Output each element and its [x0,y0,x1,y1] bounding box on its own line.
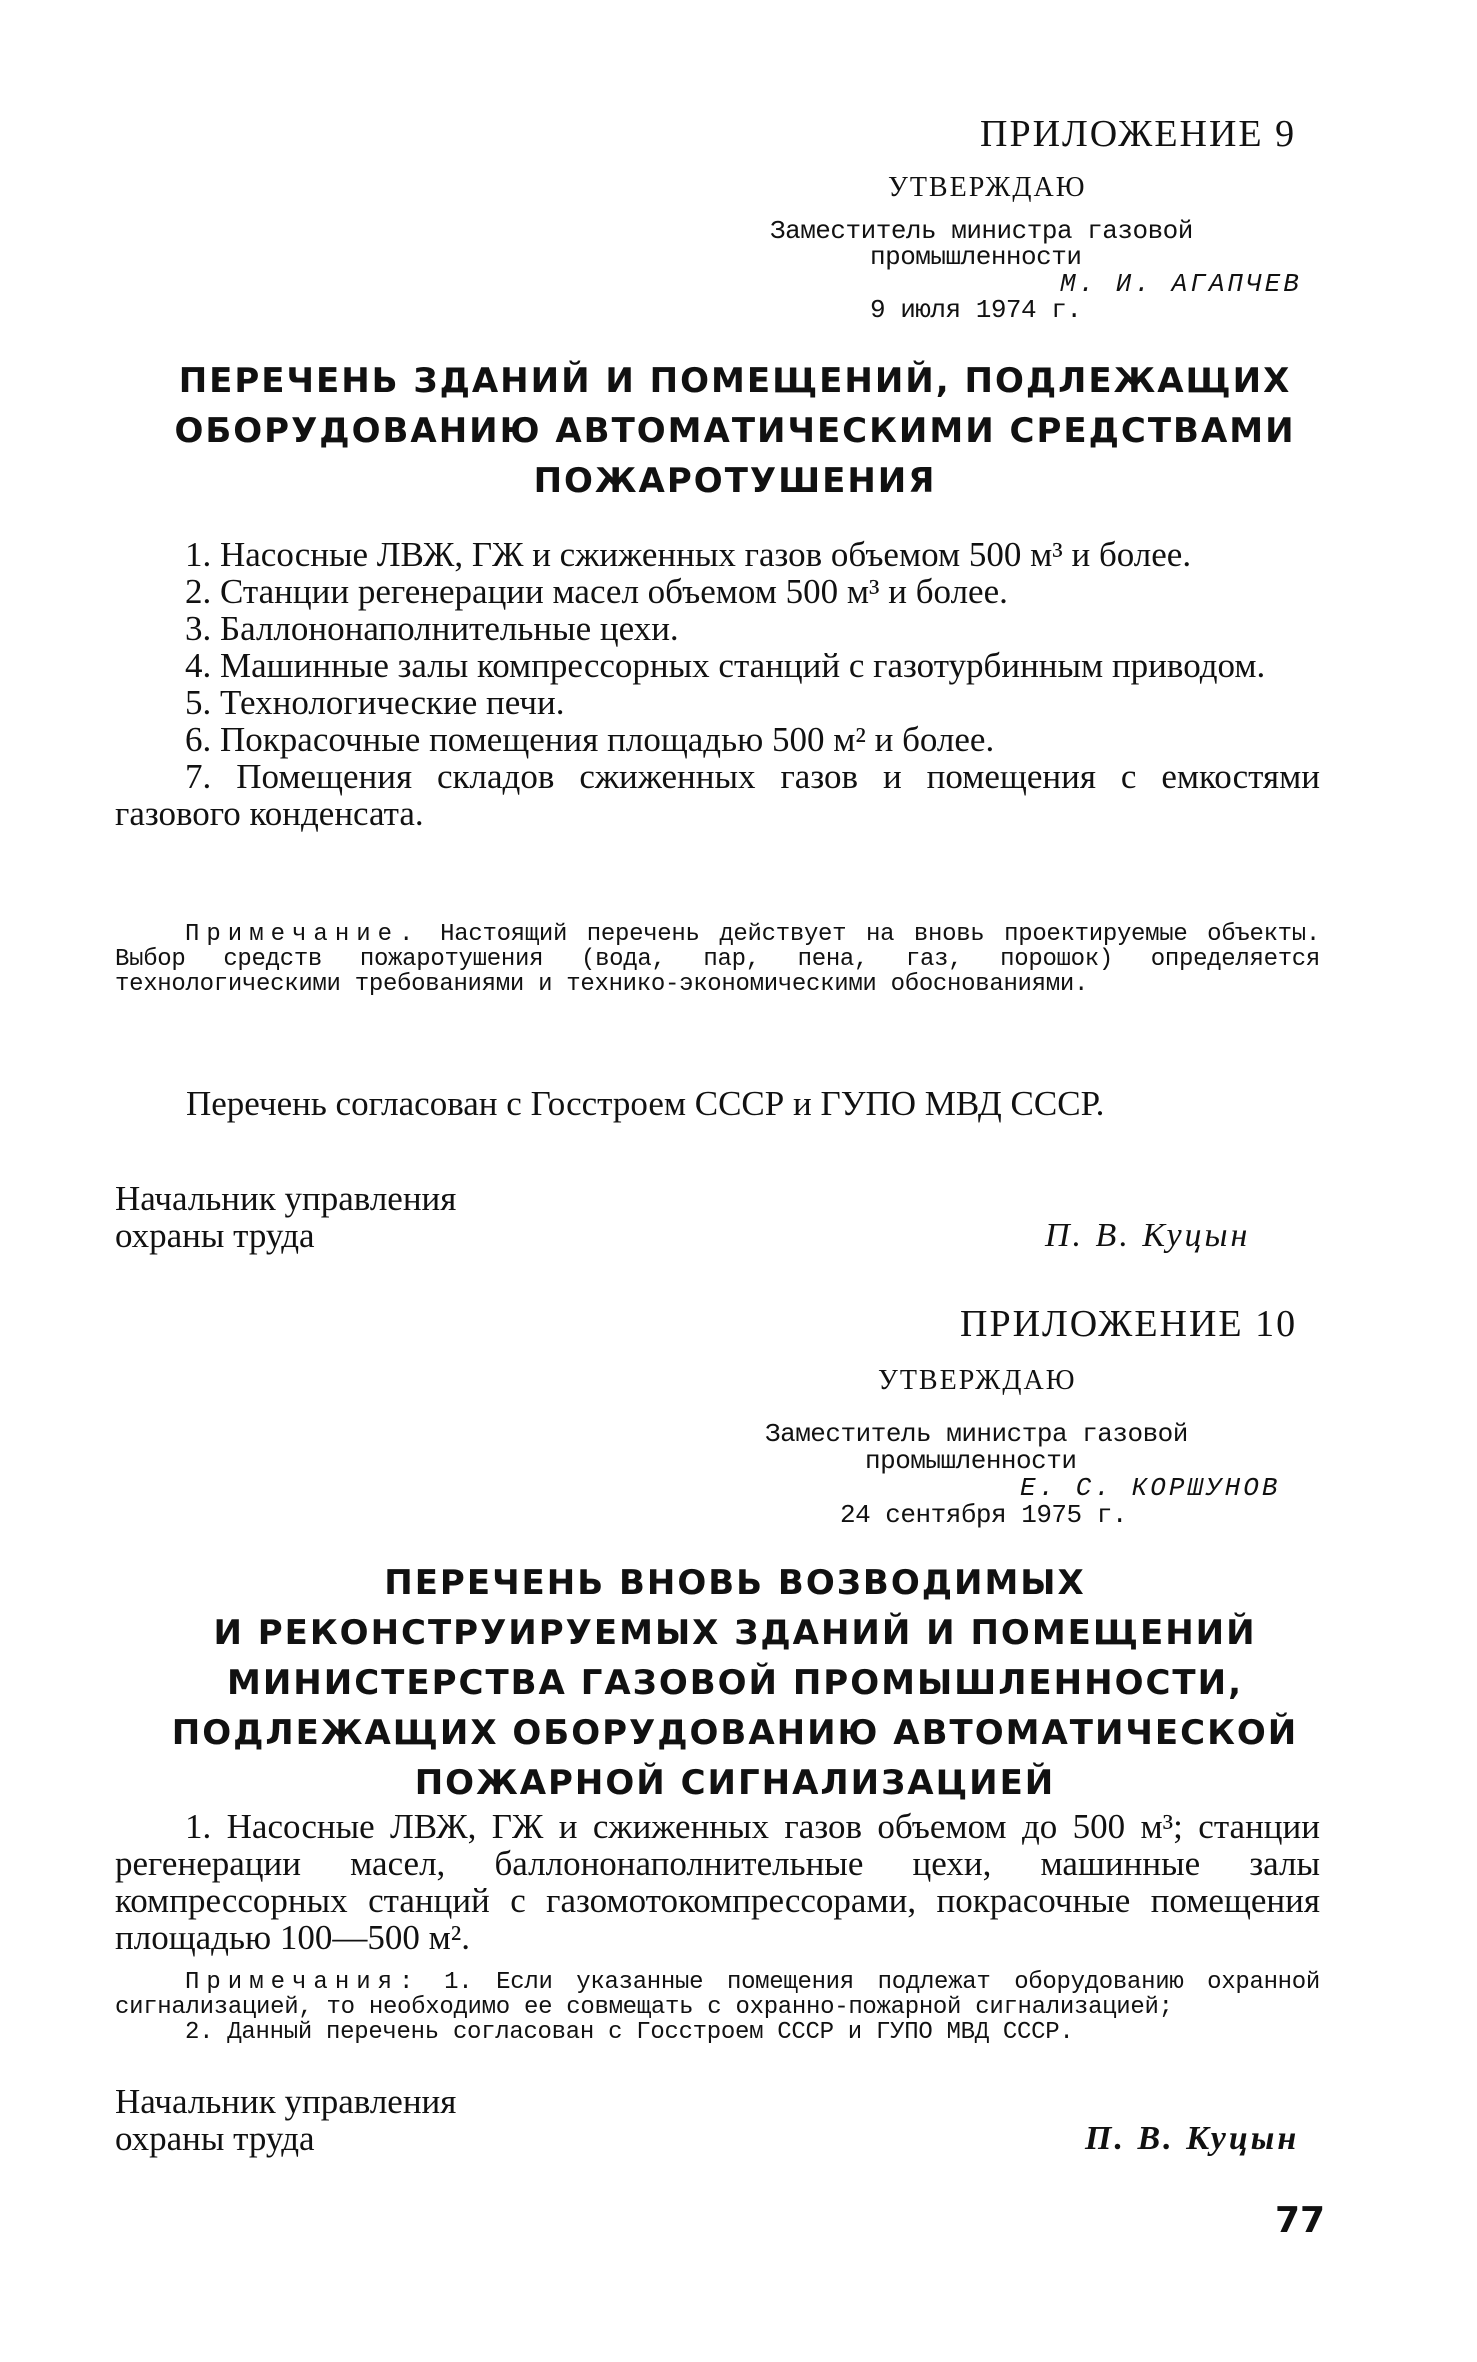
note-text: Настоящий перечень действует на вновь проектируемые объекты. Выбор средств пожаротушения (вода, пар, пена, газ, порошок) определяется технологическими требованиями и технико-экономическими обоснованиями. [115,921,1320,998]
title-line: ПЕРЕЧЕНЬ ЗДАНИЙ И ПОМЕЩЕНИЙ, ПОДЛЕЖАЩИХ [178,361,1292,401]
title-line: ОБОРУДОВАНИЮ АВТОМАТИЧЕСКИМИ СРЕДСТВАМИ [174,411,1296,451]
appendix-9-header: ПРИЛОЖЕНИЕ 9 [980,113,1297,155]
title-line: ПОЖАРОТУШЕНИЯ [533,461,937,501]
title-line: ПОЖАРНОЙ СИГНАЛИЗАЦИЕЙ [414,1763,1056,1803]
approved-stamp: УТВЕРЖДАЮ [878,1365,1077,1396]
list-item: 5. Технологические печи. [185,683,565,722]
document-title [130,1558,1340,1808]
list-item: 3. Баллононаполнительные цехи. [185,609,679,648]
page-number: 77 [1275,2200,1326,2241]
signer-title-line2: охраны труда [115,1216,315,1255]
title-line: И РЕКОНСТРУИРУЕМЫХ ЗДАНИЙ И ПОМЕЩЕНИЙ [213,1613,1257,1653]
title-line: ПЕРЕЧЕНЬ ВНОВЬ ВОЗВОДИМЫХ [384,1563,1086,1603]
approved-stamp: УТВЕРЖДАЮ [888,172,1087,203]
notes-label: Примечания: [185,1969,421,1996]
title-line: ПОДЛЕЖАЩИХ ОБОРУДОВАНИЮ АВТОМАТИЧЕСКОЙ [171,1713,1299,1753]
note-label: Примечание. [185,921,421,948]
document-title [130,356,1340,506]
title-line: МИНИСТЕРСТВА ГАЗОВОЙ ПРОМЫШЛЕННОСТИ, [227,1663,1243,1703]
signer-name: П. В. Куцын [1085,2120,1300,2157]
official-position-line2: промышленности [870,242,1082,272]
signer-title-line1: Начальник управления [115,2082,457,2121]
official-position-line1: Заместитель министра газовой [770,216,1193,246]
official-position-line2: промышленности [865,1446,1077,1476]
list-item: 6. Покрасочные помещения площадью 500 м² и более. [185,720,995,759]
signer-title-line2: охраны труда [115,2119,315,2158]
list-item: 1. Насосные ЛВЖ, ГЖ и сжиженных газов объемом 500 м³ и более. [185,535,1192,574]
agreement-statement: Перечень согласован с Госстроем СССР и ГУПО МВД СССР. [186,1084,1105,1123]
list-item: 4. Машинные залы компрессорных станций с газотурбинным приводом. [185,646,1266,685]
note-block [115,922,1320,997]
signer-name: П. В. Куцын [1045,1217,1251,1254]
list-item: 7. Помещения складов сжиженных газов и помещения с емкостями газового конденсата. [115,757,1320,833]
note-item [115,1970,1320,2020]
note-item: 2. Данный перечень согласован с Госстроем СССР и ГУПО МВД СССР. [185,2019,1074,2046]
approver-name: Е. С. КОРШУНОВ [1020,1473,1281,1503]
item-list [115,536,1320,832]
approver-name: М. И. АГАПЧЕВ [1060,269,1302,299]
note-text: 1. Если указанные помещения подлежат оборудованию охранной сигнализацией, то необходимо ее совмещать с охранно-пожарной сигнализацией; [115,1969,1320,2021]
list-item: 2. Станции регенерации масел объемом 500 м³ и более. [185,572,1008,611]
list-item: 1. Насосные ЛВЖ, ГЖ и сжиженных газов объемом до 500 м³; станции регенерации масел, баллононаполнительные цехи, машинные залы компрессорных станций с газомотокомпрессорами, покрасочные помещения площадью 100—500 м². [115,1807,1320,1957]
notes-block [115,1970,1320,2045]
official-position-line1: Заместитель министра газовой [765,1419,1188,1449]
approval-date: 24 сентября 1975 г. [840,1500,1127,1530]
approval-date: 9 июля 1974 г. [870,295,1082,325]
signer-title-line1: Начальник управления [115,1179,457,1218]
appendix-10-header: ПРИЛОЖЕНИЕ 10 [960,1303,1298,1345]
